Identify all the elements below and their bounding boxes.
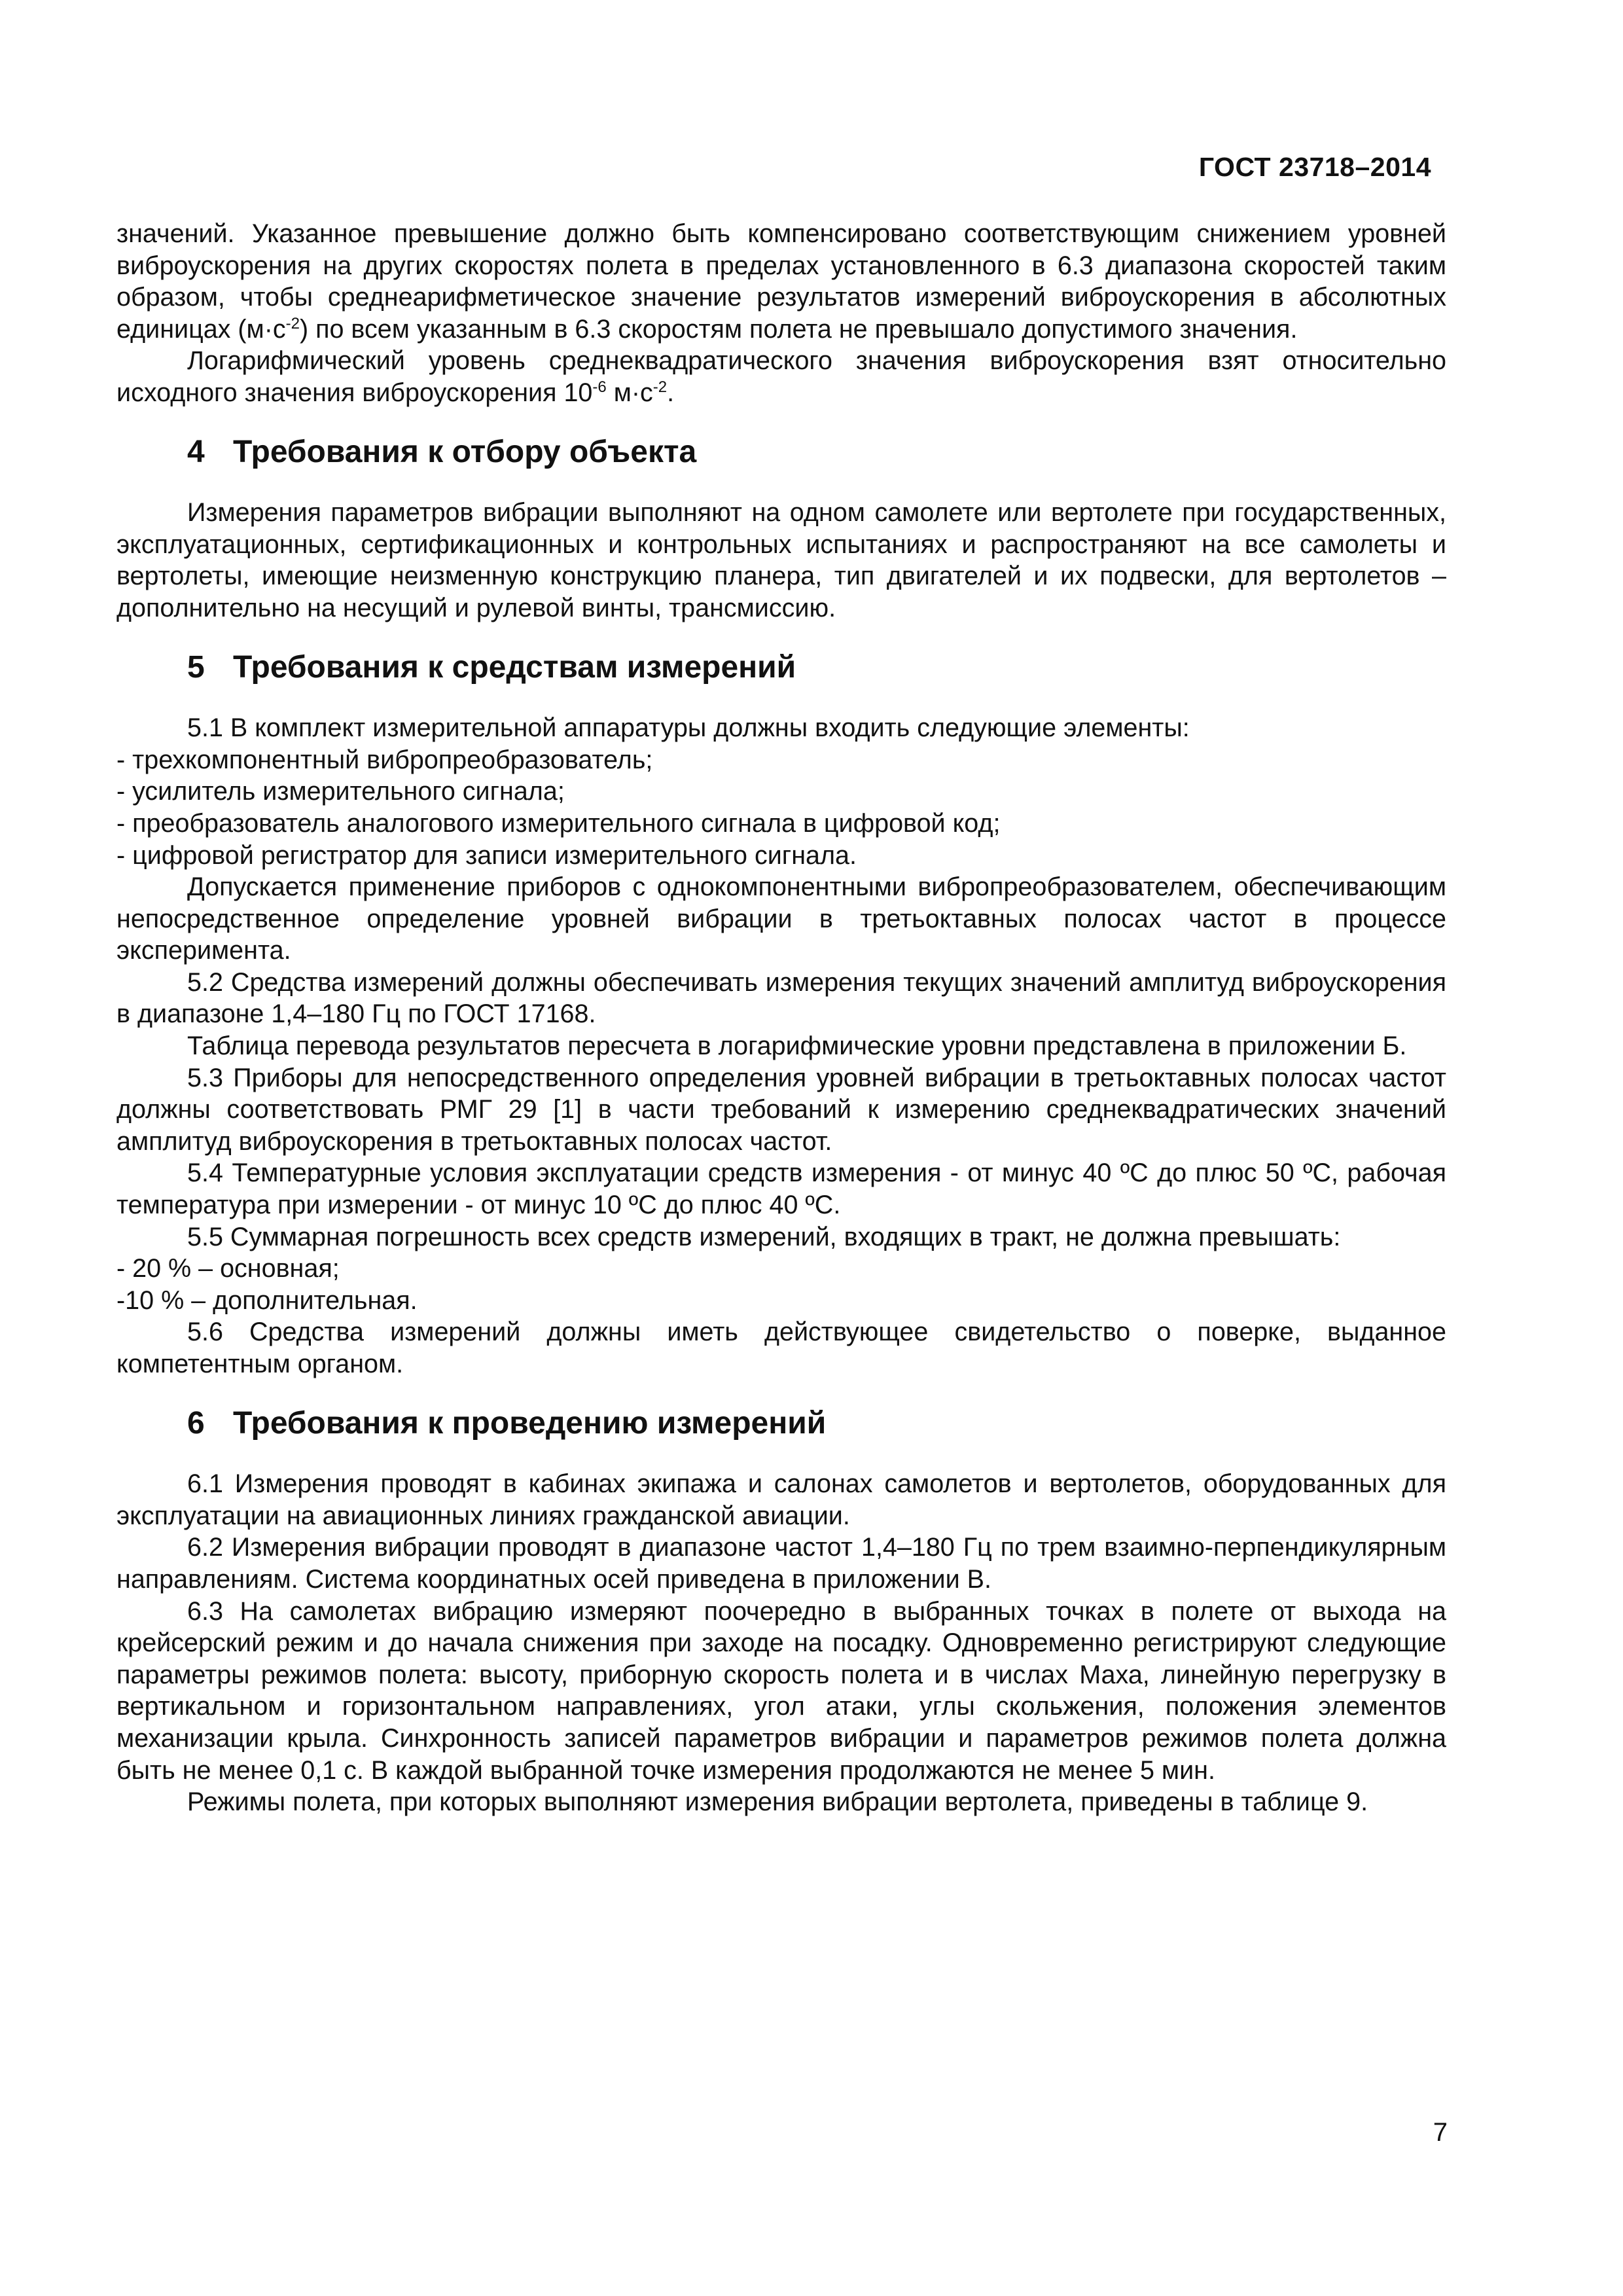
paragraph-5-6: 5.6 Средства измерений должны иметь действующее свидетельство о поверке, выданное компетентным органом. xyxy=(116,1318,1446,1378)
section-4-number: 4 xyxy=(187,434,205,469)
section-6-number: 6 xyxy=(187,1405,205,1441)
paragraph-6-2: 6.2 Измерения вибрации проводят в диапазоне частот 1,4–180 Гц по трем взаимно-перпендикулярным направлениям. Система координатных осей приведена в приложении В. xyxy=(116,1533,1446,1594)
list-item-5-5-b: -10 % – дополнительная. xyxy=(116,1285,418,1315)
list-item-5-5-a: - 20 % – основная; xyxy=(116,1254,340,1283)
list-item-5-1-c: - преобразователь аналогового измерительного сигнала в цифровой код; xyxy=(116,808,1001,838)
paragraph-5-5: 5.5 Суммарная погрешность всех средств измерений, входящих в тракт, не должна превышать: xyxy=(187,1222,1341,1251)
paragraph-6-3: 6.3 На самолетах вибрацию измеряют поочередно в выбранных точках в полете от выхода на крейсерский режим и до начала снижения при заходе на посадку. Одновременно регистрируют следующие параметры режимов полета: высоту, приборную скорость полета и в числах Маха, линейную перегрузку в вертикальном и горизонтальном направлениях, угол атаки, углы скольжения, положения элементов механизации крыла. Синхронность записей параметров вибрации и параметров режимов полета должна быть не менее 0,1 с. В каждой выбранной точке измерения продолжаются не менее 5 мин. xyxy=(116,1596,1446,1785)
paragraph-table-reference: Таблица перевода результатов пересчета в логарифмические уровни представлена в приложении Б. xyxy=(187,1031,1407,1061)
paragraph-6-1: 6.1 Измерения проводят в кабинах экипажа и салонах самолетов и вертолетов, оборудованных для эксплуатации на авиационных линиях гражданской авиации. xyxy=(116,1469,1446,1530)
intro-p2-superscript-1: -6 xyxy=(592,378,607,396)
intro-p1-text-b: ) по всем указанным в 6.3 скоростям полета не превышало допустимого значения. xyxy=(299,314,1298,344)
intro-p1-superscript: -2 xyxy=(285,314,300,332)
section-6-heading xyxy=(116,1405,1446,1441)
intro-p2-text-a: Логарифмический уровень среднеквадратического значения виброускорения взят относительно исходного значения виброускорения 10 xyxy=(116,346,1446,407)
section-5-title: Требования к средствам измерений xyxy=(233,649,796,685)
page-number: 7 xyxy=(1433,2118,1448,2147)
section-4-heading xyxy=(116,434,1446,469)
section-4-title: Требования к отбору объекта xyxy=(233,434,697,469)
section-5-number: 5 xyxy=(187,649,205,685)
paragraph-flight-modes: Режимы полета, при которых выполняют измерения вибрации вертолета, приведены в таблице 9. xyxy=(187,1787,1368,1817)
paragraph-5-1: 5.1 В комплект измерительной аппаратуры должны входить следующие элементы: xyxy=(187,713,1190,743)
intro-p2-superscript-2: -2 xyxy=(652,378,668,396)
list-item-5-1-b: - усилитель измерительного сигнала; xyxy=(116,777,565,806)
section-5-heading xyxy=(116,649,1446,685)
intro-p2-text-mid: м·с xyxy=(606,378,653,407)
intro-paragraph-1 xyxy=(116,218,1446,345)
paragraph-5-3: 5.3 Приборы для непосредственного определения уровней вибрации в третьоктавных полосах частот должны соответствовать РМГ 29 [1] в части требований к измерению среднеквадратических значений амплитуд виброускорения в третьоктавных полосах частот. xyxy=(116,1063,1446,1156)
section-4-paragraph: Измерения параметров вибрации выполняют на одном самолете или вертолете при государственных, эксплуатационных, сертификационных и контрольных испытаниях и распространяют на все самолеты и вертолеты, имеющие неизменную конструкцию планера, тип двигателей и их подвески, для вертолетов – дополнительно на несущий и рулевой винты, трансмиссию. xyxy=(116,498,1446,622)
intro-p1-text-a: значений. Указанное превышение должно быть компенсировано соответствующим снижением уровней виброускорения на других скоростях полета в пределах установленного в 6.3 диапазона скоростей таким образом, чтобы среднеарифметическое значение результатов измерений виброускорения в абсолютных единицах (м·с xyxy=(116,219,1446,344)
list-item-5-1-a: - трехкомпонентный вибропреобразователь; xyxy=(116,745,653,774)
section-6-title: Требования к проведению измерений xyxy=(233,1405,827,1441)
paragraph-5-2: 5.2 Средства измерений должны обеспечивать измерения текущих значений амплитуд виброускорения в диапазоне 1,4–180 Гц по ГОСТ 17168. xyxy=(116,967,1446,1029)
paragraph-allowed: Допускается применение приборов с однокомпонентными вибропреобразователем, обеспечивающим непосредственное определение уровней вибрации в третьоктавных полосах частот в процессе эксперимента. xyxy=(116,872,1446,965)
intro-paragraph-2 xyxy=(116,345,1446,408)
paragraph-5-4: 5.4 Температурные условия эксплуатации средств измерения - от минус 40 ºС до плюс 50 ºС, рабочая температура при измерении - от минус 10 ºС до плюс 40 ºС. xyxy=(116,1158,1446,1220)
document-code-header: ГОСТ 23718–2014 xyxy=(1198,152,1431,182)
list-item-5-1-d: - цифровой регистратор для записи измерительного сигнала. xyxy=(116,840,857,870)
page-content xyxy=(116,218,1446,1818)
intro-p2-text-end: . xyxy=(667,378,675,407)
